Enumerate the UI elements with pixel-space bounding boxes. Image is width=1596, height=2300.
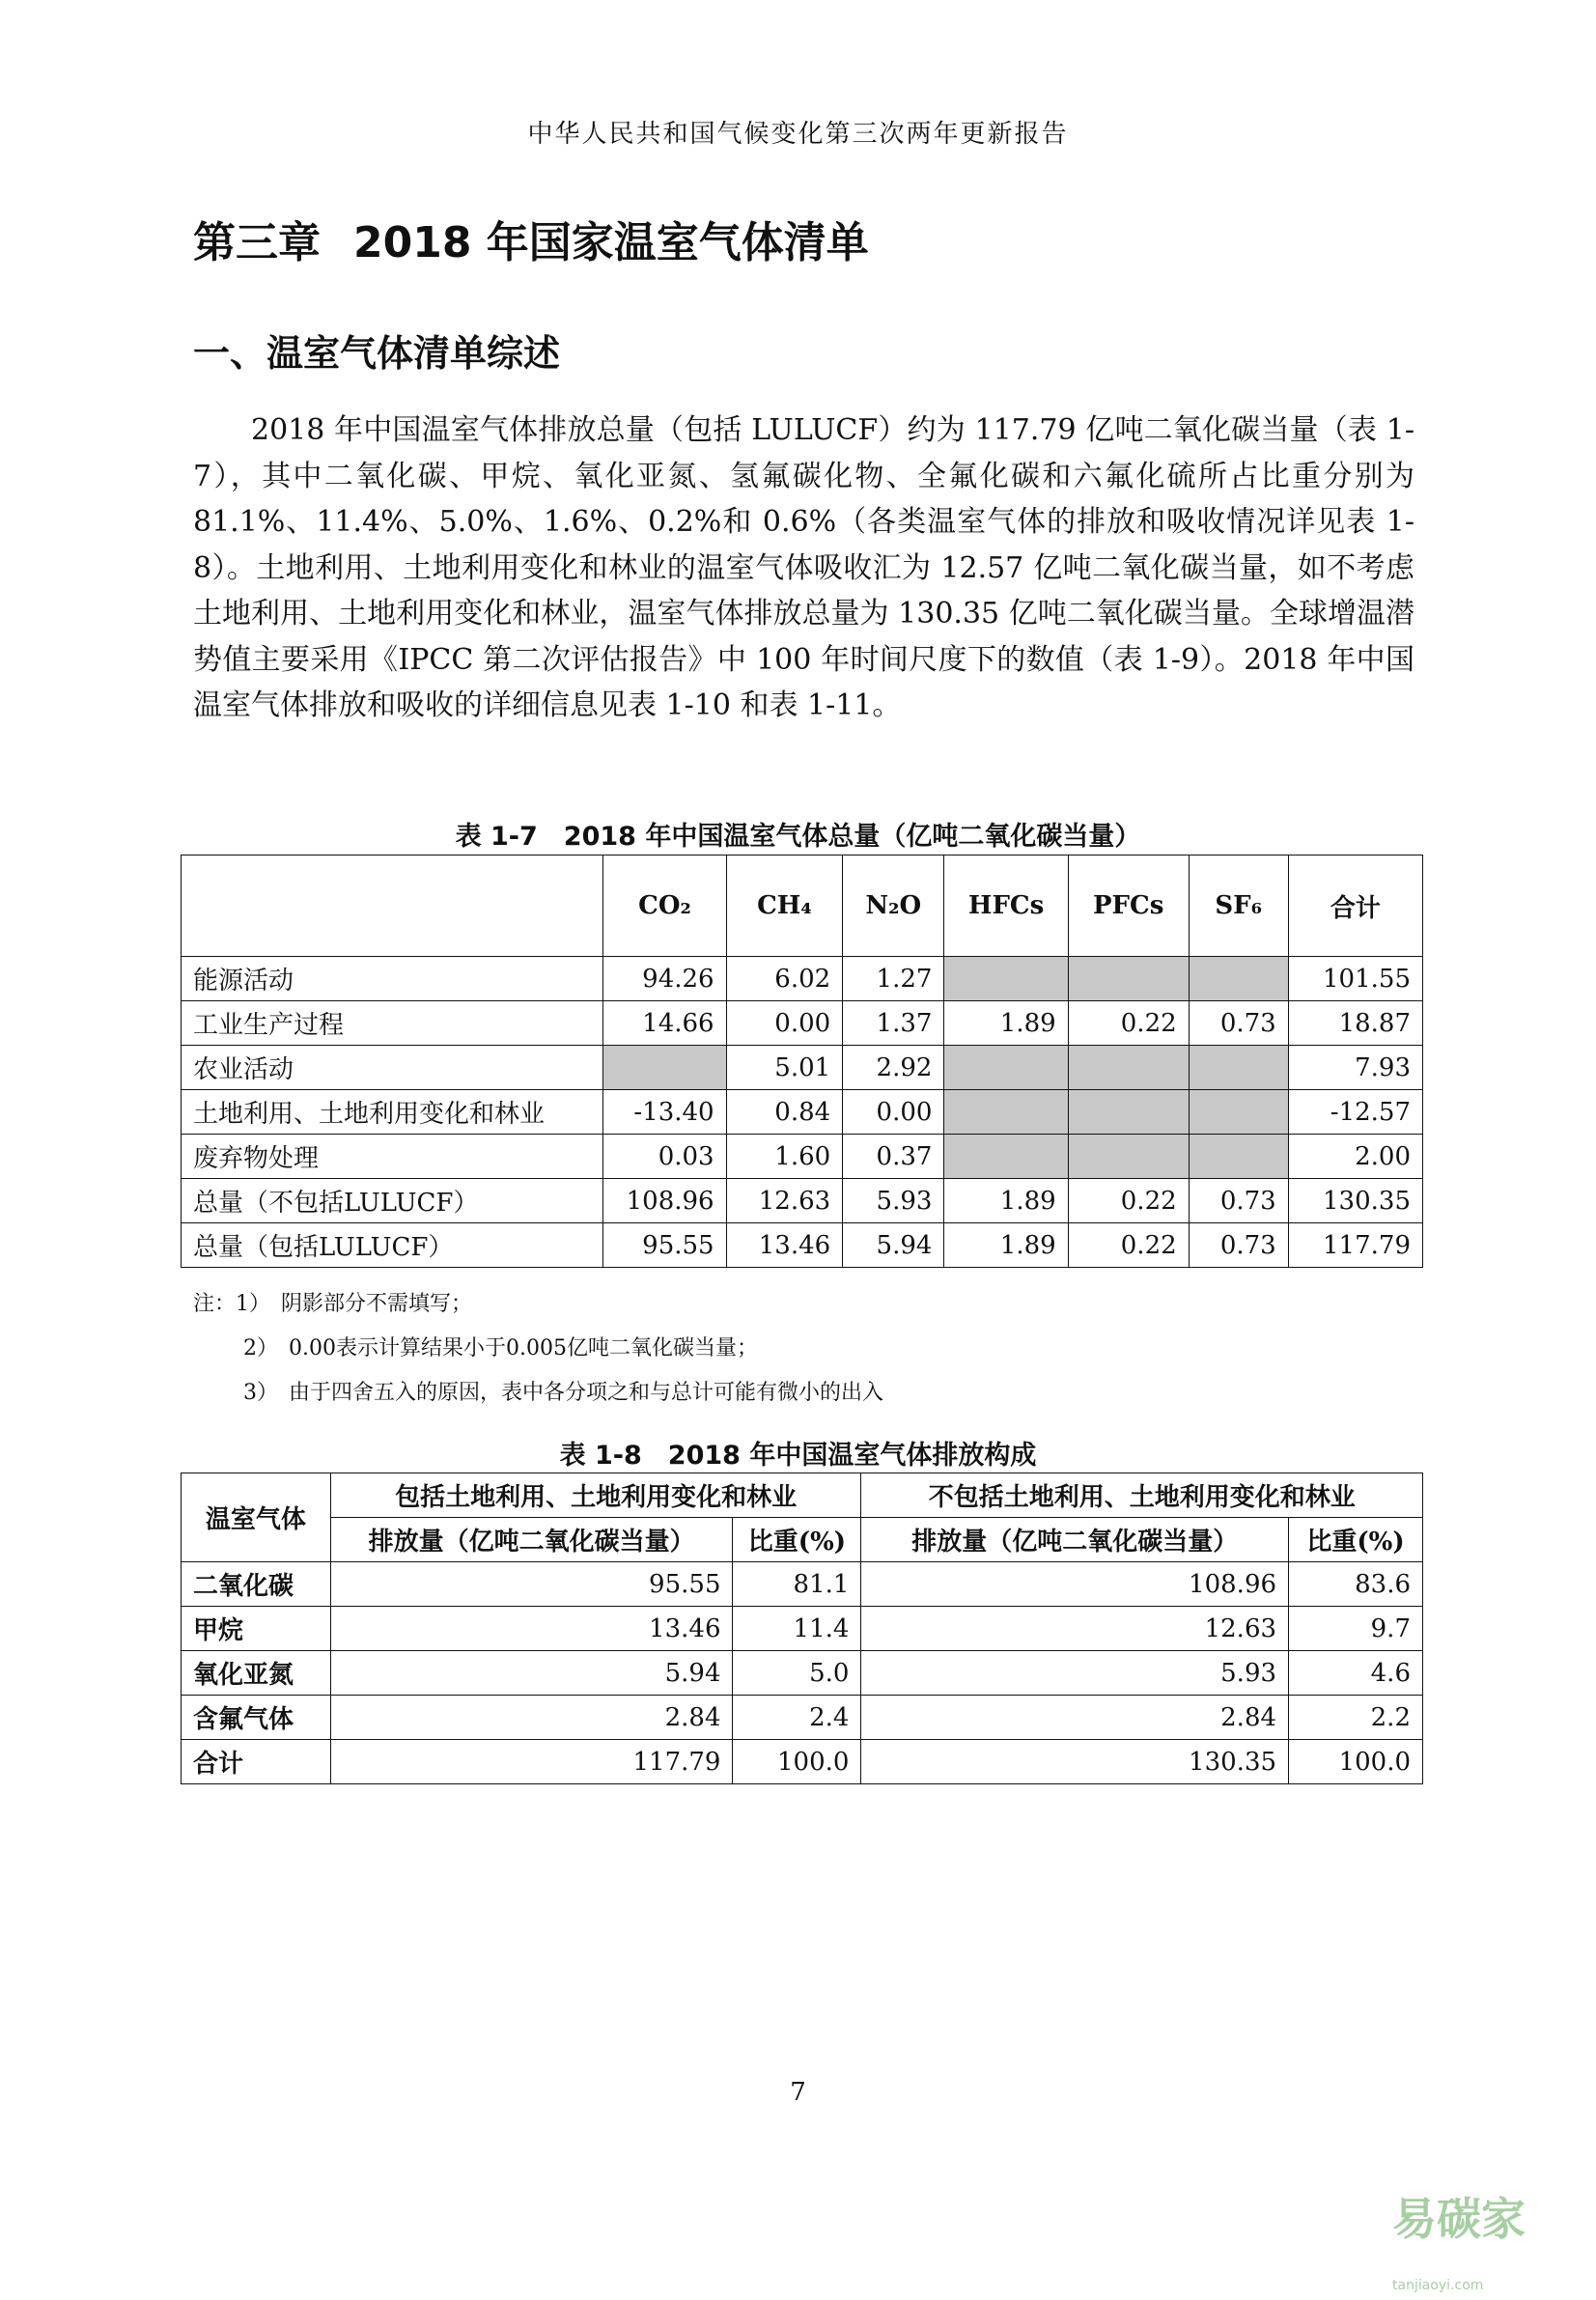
watermark-domain: tanjiaoyi.com [1392, 2278, 1484, 2293]
percent-cell: 11.4 [733, 1607, 861, 1651]
value-cell: 0.37 [843, 1135, 944, 1179]
value-cell: 2.92 [843, 1046, 944, 1090]
value-cell: 12.63 [726, 1179, 843, 1223]
table-1-8-sub-header-row [182, 1518, 1423, 1562]
emission-col-header: 排放量（亿吨二氧化碳当量） [330, 1518, 733, 1562]
value-cell: 1.27 [843, 957, 944, 1001]
percent-cell: 83.6 [1289, 1562, 1423, 1607]
row-label: 能源活动 [182, 957, 603, 1001]
note-2: 2） 0.00表示计算结果小于0.005亿吨二氧化碳当量； [243, 1336, 758, 1360]
value-cell: 117.79 [330, 1740, 733, 1784]
value-cell: 130.35 [861, 1740, 1289, 1784]
note-1: 注：1） 阴影部分不需填写； [193, 1292, 472, 1316]
body-paragraph: 2018 年中国温室气体排放总量（包括 LULUCF）约为 117.79 亿吨二氧化碳当量（表 1-7），其中二氧化碳、甲烷、氧化亚氮、氢氟碳化物、全氟化碳和六氟化硫所占比重分别为 81.1%、11.4%、5.0%、1.6%、0.2%和 0.6%（各类温室气体的排放和吸收情况详见表 1-8）。土地利用、土地利用变化和林业的温室气体吸收汇为 12.57 亿吨二氧化碳当量，如不考虑土地利用、土地利用变化和林业，温室气体排放总量为 130.35 亿吨二氧化碳当量。全球增温潜势值主要采用《IPCC 第二次评估报告》中 100 年时间尺度下的数值（表 1-9）。2018 年中国温室气体排放和吸收的详细信息见表 1-10 和表 1-11。 [193, 413, 1414, 722]
emission-col-header: 排放量（亿吨二氧化碳当量） [861, 1518, 1289, 1562]
shaded-cell [1068, 1046, 1189, 1090]
table-1-7-header-row [182, 855, 1423, 957]
section-heading: 一、温室气体清单综述 [193, 332, 561, 375]
percent-col-header: 比重(%) [1289, 1518, 1423, 1562]
table-row [182, 1607, 1423, 1651]
value-cell: 1.89 [944, 1001, 1068, 1046]
gas-label: 氧化亚氮 [182, 1651, 331, 1696]
page-number: 7 [790, 2078, 806, 2107]
percent-cell: 100.0 [1289, 1740, 1423, 1784]
shaded-cell [603, 1046, 726, 1090]
row-label: 土地利用、土地利用变化和林业 [182, 1090, 603, 1135]
value-cell: 5.93 [843, 1179, 944, 1223]
col-header: HFCs [944, 855, 1068, 957]
col-header: CO₂ [603, 855, 726, 957]
corner-cell [182, 855, 603, 957]
total-cell: 2.00 [1288, 1135, 1422, 1179]
table-row [182, 1223, 1423, 1268]
row-label: 工业生产过程 [182, 1001, 603, 1046]
shaded-cell [944, 957, 1068, 1001]
gas-label: 合计 [182, 1740, 331, 1784]
percent-cell: 5.0 [733, 1651, 861, 1696]
table-row [182, 1562, 1423, 1607]
table-row [182, 1001, 1423, 1046]
shaded-cell [1068, 1090, 1189, 1135]
value-cell: 0.73 [1189, 1179, 1288, 1223]
percent-cell: 9.7 [1289, 1607, 1423, 1651]
shaded-cell [1189, 957, 1288, 1001]
col-header: CH₄ [726, 855, 843, 957]
value-cell: 14.66 [603, 1001, 726, 1046]
percent-cell: 2.2 [1289, 1696, 1423, 1740]
watermark-logo [1392, 2184, 1596, 2300]
value-cell: 0.73 [1189, 1001, 1288, 1046]
value-cell: 5.01 [726, 1046, 843, 1090]
value-cell: 95.55 [603, 1223, 726, 1268]
value-cell: 0.00 [843, 1090, 944, 1135]
value-cell: 1.37 [843, 1001, 944, 1046]
value-cell: 5.93 [861, 1651, 1289, 1696]
col-header: SF₆ [1189, 855, 1288, 957]
value-cell: 0.22 [1068, 1001, 1189, 1046]
value-cell: 1.89 [944, 1179, 1068, 1223]
value-cell: 0.84 [726, 1090, 843, 1135]
table-row [182, 1046, 1423, 1090]
value-cell: 12.63 [861, 1607, 1289, 1651]
value-cell: 1.89 [944, 1223, 1068, 1268]
shaded-cell [1068, 1135, 1189, 1179]
shaded-cell [944, 1135, 1068, 1179]
shaded-cell [1189, 1046, 1288, 1090]
total-cell: -12.57 [1288, 1090, 1422, 1135]
shaded-cell [1189, 1135, 1288, 1179]
gas-label: 甲烷 [182, 1607, 331, 1651]
percent-cell: 2.4 [733, 1696, 861, 1740]
table-1-8-group-header-row [182, 1473, 1423, 1518]
col-header: N₂O [843, 855, 944, 957]
table-1-7-caption: 表 1-7 2018 年中国温室气体总量（亿吨二氧化碳当量） [455, 822, 1141, 852]
chapter-title: 2018 年国家温室气体清单 [353, 218, 869, 267]
value-cell: 108.96 [603, 1179, 726, 1223]
table-row [182, 1135, 1423, 1179]
col-header: PFCs [1068, 855, 1189, 957]
total-cell: 117.79 [1288, 1223, 1422, 1268]
value-cell: 94.26 [603, 957, 726, 1001]
value-cell: 13.46 [330, 1607, 733, 1651]
table-row [182, 957, 1423, 1001]
percent-col-header: 比重(%) [733, 1518, 861, 1562]
value-cell: -13.40 [603, 1090, 726, 1135]
shaded-cell [1068, 957, 1189, 1001]
value-cell: 2.84 [861, 1696, 1289, 1740]
percent-cell: 81.1 [733, 1562, 861, 1607]
shaded-cell [1189, 1090, 1288, 1135]
percent-cell: 4.6 [1289, 1651, 1423, 1696]
value-cell: 5.94 [843, 1223, 944, 1268]
value-cell: 0.73 [1189, 1223, 1288, 1268]
shaded-cell [944, 1046, 1068, 1090]
value-cell: 0.22 [1068, 1179, 1189, 1223]
col-header: 合计 [1288, 855, 1422, 957]
group-header-incl: 包括土地利用、土地利用变化和林业 [330, 1473, 861, 1518]
row-label: 农业活动 [182, 1046, 603, 1090]
total-cell: 101.55 [1288, 957, 1422, 1001]
value-cell: 0.00 [726, 1001, 843, 1046]
value-cell: 1.60 [726, 1135, 843, 1179]
table-1-8 [181, 1473, 1423, 1784]
chapter-number: 第三章 [193, 218, 321, 267]
table-notes [193, 1282, 883, 1416]
chapter-heading [193, 208, 869, 269]
table-row [182, 1090, 1423, 1135]
percent-cell: 100.0 [733, 1740, 861, 1784]
total-cell: 7.93 [1288, 1046, 1422, 1090]
gas-label: 含氟气体 [182, 1696, 331, 1740]
table-1-7 [181, 855, 1423, 1268]
value-cell: 6.02 [726, 957, 843, 1001]
running-header: 中华人民共和国气候变化第三次两年更新报告 [527, 120, 1069, 149]
value-cell: 0.03 [603, 1135, 726, 1179]
table-row [182, 1651, 1423, 1696]
table-row [182, 1740, 1423, 1784]
total-cell: 18.87 [1288, 1001, 1422, 1046]
row-label: 总量（包括LULUCF） [182, 1223, 603, 1268]
watermark-brand: 易碳家 [1392, 2193, 1526, 2245]
value-cell: 0.22 [1068, 1223, 1189, 1268]
value-cell: 13.46 [726, 1223, 843, 1268]
gas-col-header: 温室气体 [182, 1473, 331, 1562]
value-cell: 2.84 [330, 1696, 733, 1740]
row-label: 废弃物处理 [182, 1135, 603, 1179]
value-cell: 108.96 [861, 1562, 1289, 1607]
table-1-8-caption: 表 1-8 2018 年中国温室气体排放构成 [559, 1441, 1037, 1471]
table-row [182, 1696, 1423, 1740]
gas-label: 二氧化碳 [182, 1562, 331, 1607]
value-cell: 95.55 [330, 1562, 733, 1607]
table-row [182, 1179, 1423, 1223]
row-label: 总量（不包括LULUCF） [182, 1179, 603, 1223]
shaded-cell [944, 1090, 1068, 1135]
group-header-excl: 不包括土地利用、土地利用变化和林业 [861, 1473, 1423, 1518]
note-3: 3） 由于四舍五入的原因，表中各分项之和与总计可能有微小的出入 [243, 1381, 883, 1405]
total-cell: 130.35 [1288, 1179, 1422, 1223]
value-cell: 5.94 [330, 1651, 733, 1696]
